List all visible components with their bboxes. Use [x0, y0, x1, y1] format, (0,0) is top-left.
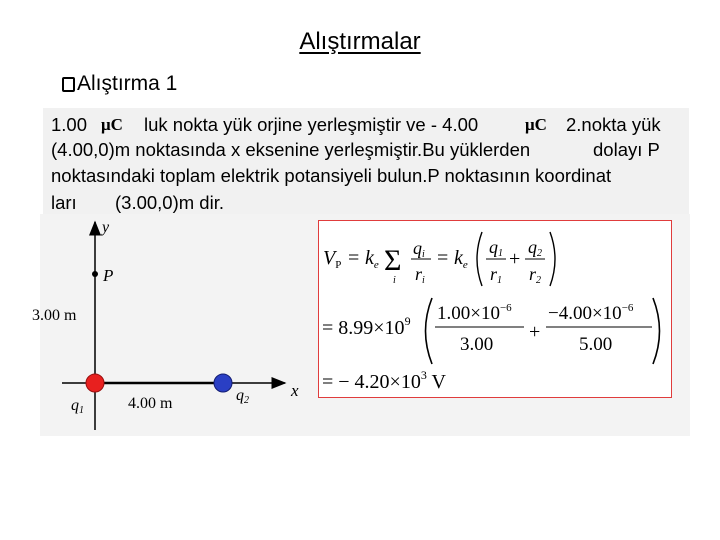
point-p-coordinates: (3.00,0)m dir. — [115, 192, 224, 213]
left-paren-1 — [477, 232, 482, 286]
plus-sign-2: + — [529, 321, 541, 343]
equals-sign-2: = — [437, 247, 449, 269]
fraction-q2: q2 — [528, 237, 542, 259]
left-paren-2 — [426, 298, 433, 364]
final-result: = − $4.20\times 10^3$ V — [322, 368, 446, 393]
slide-title: Alıştırmalar — [299, 28, 421, 55]
fraction-r-i: ri — [415, 264, 425, 286]
x-axis-label: x — [291, 381, 299, 400]
right-paren-1 — [550, 232, 555, 286]
problem-line-2: (4.00,0)m noktasında x eksenine yerleşmiştir.Bu yüklerden — [51, 139, 531, 160]
numerator-1: $1.00\times 10^{-6}$ — [437, 302, 512, 324]
coulomb-constant-2: $k_e$ — [454, 247, 468, 271]
potential-symbol: $V_P$ — [323, 247, 342, 271]
height-label: 3.00 m — [32, 307, 77, 324]
fraction-r1: r1 — [490, 264, 503, 286]
numeric-prefix: = $8.99\times 10^9$ — [322, 314, 411, 339]
right-paren-2 — [653, 298, 660, 364]
problem-line-4: ları — [51, 192, 77, 213]
unit-microcoulomb-2: μC — [525, 115, 547, 134]
q1-label: q1 — [71, 397, 84, 416]
problem-line-3: noktasındaki toplam elektrik potansiyeli bulun.P noktasının koordinat — [51, 165, 612, 186]
distance-label: 4.00 m — [128, 395, 173, 412]
exercise-heading-label: Alıştırma 1 — [77, 72, 178, 95]
point-p-label: P — [103, 266, 114, 285]
q2-label: q2 — [236, 387, 249, 406]
y-axis-label: y — [102, 219, 110, 236]
equals-sign-1: = — [348, 247, 360, 269]
fraction-r2: r2 — [529, 264, 542, 286]
numerator-2: $-4.00\times 10^{-6}$ — [548, 302, 634, 324]
problem-line-2-end: dolayı P — [593, 139, 660, 160]
charge-1-value: 1.00 — [51, 114, 88, 135]
fraction-q-i: qi — [413, 238, 425, 260]
summation-index: i — [393, 275, 396, 286]
unit-microcoulomb-1: μC — [101, 115, 123, 134]
denominator-1: 3.00 — [460, 334, 494, 355]
problem-line-1: luk nokta yük orjine yerleşmiştir ve - 4.00 — [144, 114, 479, 135]
summation-icon: Σ — [384, 244, 402, 277]
plus-sign-1: + — [509, 248, 521, 270]
coulomb-constant-1: $k_e$ — [365, 247, 379, 271]
denominator-2: 5.00 — [579, 334, 613, 355]
problem-line-1-end: 2.nokta yük — [566, 114, 661, 135]
fraction-q1: q1 — [489, 237, 503, 259]
